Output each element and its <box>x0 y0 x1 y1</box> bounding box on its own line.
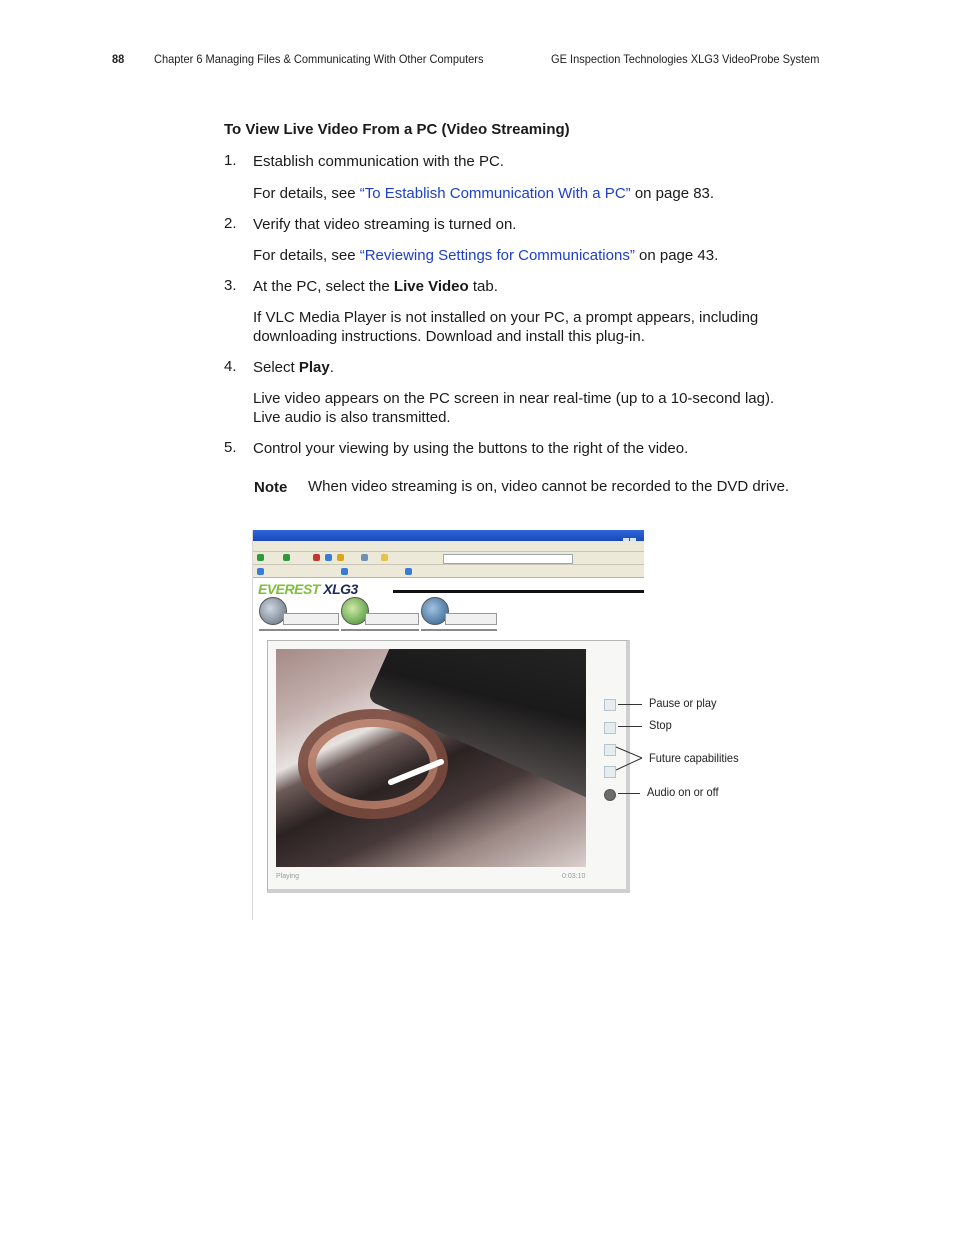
playback-status: Playing <box>276 873 299 880</box>
stop-button[interactable] <box>604 722 616 734</box>
media-icon <box>405 568 412 575</box>
step-1-detail-prefix: For details, see <box>253 185 360 202</box>
product-header: GE Inspection Technologies XLG3 VideoProbe System <box>551 52 820 66</box>
step-1-detail-suffix: on page 83. <box>630 185 715 202</box>
note-text: When video streaming is on, video cannot be recorded to the DVD drive. <box>308 478 790 495</box>
tab-live-video-label <box>445 613 497 625</box>
forward-icon <box>283 554 290 561</box>
step-2-detail <box>253 246 718 265</box>
browser-title-bar <box>253 530 644 541</box>
page-number: 88 <box>112 52 125 66</box>
brand-everest: EVEREST <box>258 581 320 597</box>
step-5-text: Control your viewing by using the buttons to the right of the video. <box>253 440 689 457</box>
brand-divider <box>393 590 644 593</box>
home-icon <box>337 554 344 561</box>
note-label: Note <box>254 479 288 496</box>
tab-file-transfer[interactable] <box>341 597 419 631</box>
browser-links-bar <box>253 565 644 578</box>
step-5-number: 5. <box>224 439 237 456</box>
step-2-number: 2. <box>224 215 237 232</box>
step-3-detail-line-1: If VLC Media Player is not installed on your PC, a prompt appears, including <box>253 309 759 326</box>
step-1-number: 1. <box>224 152 237 169</box>
establish-communication-link[interactable]: “To Establish Communication With a PC” <box>359 185 631 202</box>
step-2-detail-suffix: on page 43. <box>634 247 719 264</box>
pause-play-callout: Pause or play <box>649 696 717 710</box>
back-icon <box>257 554 264 561</box>
step-1-text: Establish communication with the PC. <box>253 153 504 170</box>
future-bracket-lines <box>612 742 644 772</box>
pause-play-leader <box>618 704 642 705</box>
audio-leader <box>618 793 640 794</box>
tab-file-transfer-label <box>365 613 419 625</box>
windows-icon <box>341 568 348 575</box>
reviewing-settings-link[interactable]: “Reviewing Settings for Communications” <box>359 247 635 264</box>
tab-thumbnail-view[interactable] <box>259 597 339 631</box>
step-3-text <box>253 277 498 296</box>
playback-time: 0:03:10 <box>562 873 586 880</box>
step-1-detail <box>253 184 714 203</box>
browser-menu-bar <box>253 541 644 552</box>
step-2-detail-prefix: For details, see <box>253 247 360 264</box>
audio-toggle-button[interactable] <box>604 789 616 801</box>
step-4-text-suffix: . <box>329 359 334 376</box>
step-3-detail-line-2: downloading instructions. Download and install this plug-in. <box>253 328 645 345</box>
step-3-text-suffix: tab. <box>468 278 498 295</box>
step-4-number: 4. <box>224 358 237 375</box>
step-4-text-prefix: Select <box>253 359 299 376</box>
stop-leader <box>618 726 642 727</box>
window-buttons <box>622 532 642 539</box>
step-2-text: Verify that video streaming is turned on. <box>253 216 517 233</box>
play-term: Play <box>298 359 330 376</box>
step-4-detail-line-1: Live video appears on the PC screen in near real-time (up to a 10-second lag). <box>253 390 775 407</box>
search-icon <box>361 554 368 561</box>
links-icon <box>257 568 264 575</box>
tab-live-video[interactable] <box>421 597 497 631</box>
address-field <box>443 554 573 564</box>
favorites-icon <box>381 554 388 561</box>
future-callout: Future capabilities <box>649 751 739 765</box>
brand-xlg3: XLG3 <box>323 581 358 597</box>
step-3-number: 3. <box>224 277 237 294</box>
refresh-icon <box>325 554 332 561</box>
stop-icon <box>313 554 320 561</box>
step-4-text <box>253 358 334 377</box>
step-4-detail-line-2: Live audio is also transmitted. <box>253 409 451 426</box>
live-video-frame <box>276 649 586 867</box>
remote-browsing-screenshot <box>252 530 644 920</box>
section-title: To View Live Video From a PC (Video Streaming) <box>224 121 570 138</box>
live-video-term: Live Video <box>393 278 469 295</box>
tab-thumbnail-label <box>283 613 339 625</box>
everest-xlg3-logo <box>258 581 358 597</box>
chapter-header: Chapter 6 Managing Files & Communicating With Other Computers <box>154 52 484 66</box>
step-3-text-prefix: At the PC, select the <box>253 278 394 295</box>
video-panel <box>267 640 630 893</box>
audio-callout: Audio on or off <box>647 785 719 799</box>
stop-callout: Stop <box>649 718 672 732</box>
pause-play-button[interactable] <box>604 699 616 711</box>
